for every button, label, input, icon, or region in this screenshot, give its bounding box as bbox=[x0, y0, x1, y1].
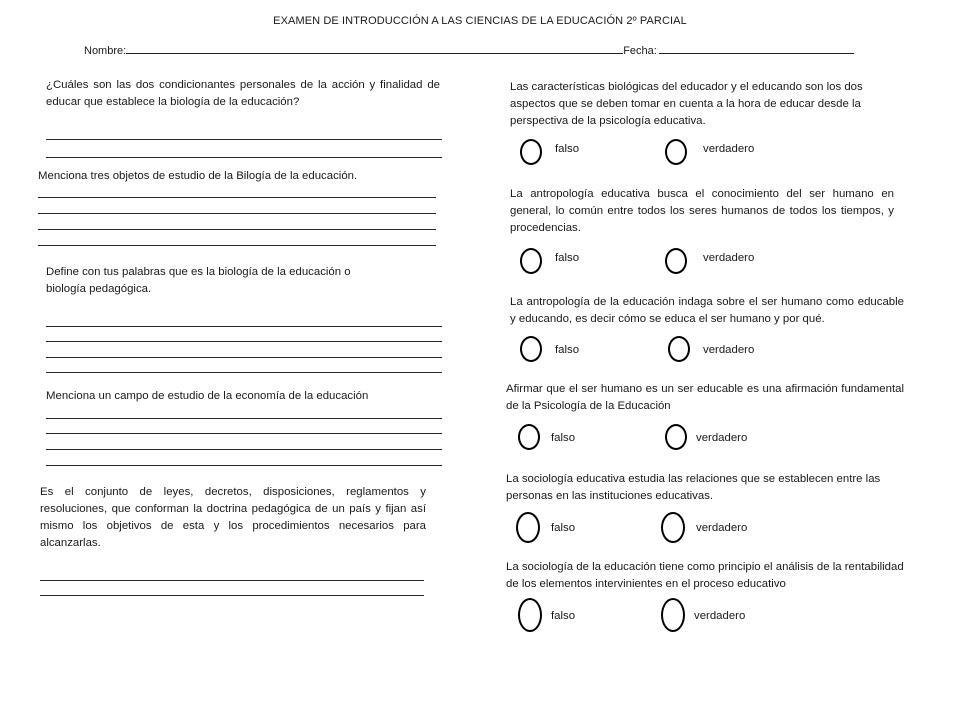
tf-statement-6: La sociología de la educación tiene como principio el análisis de la rentabilidad de los elementos intervinientes en el proceso educativo bbox=[506, 561, 904, 590]
false-label-4: falso bbox=[551, 432, 576, 444]
true-radio-2[interactable] bbox=[665, 248, 687, 274]
false-label-2: falso bbox=[555, 252, 580, 264]
open-question-3: Define con tus palabras que es la biología de la educación o biología pedagógica. bbox=[46, 266, 351, 295]
name-field[interactable] bbox=[126, 43, 623, 54]
true-label-5: verdadero bbox=[696, 522, 748, 534]
date-label: Fecha: bbox=[623, 45, 657, 57]
false-radio-2[interactable] bbox=[520, 248, 542, 274]
true-label-1: verdadero bbox=[703, 143, 755, 155]
false-label-3: falso bbox=[555, 344, 580, 356]
name-label: Nombre: bbox=[84, 45, 127, 57]
true-label-6: verdadero bbox=[694, 610, 746, 622]
tf-statement-3: La antropología de la educación indaga sobre el ser humano como educable y educando, es decir cómo se educa el ser humano y por qué. bbox=[510, 296, 904, 325]
false-radio-4[interactable] bbox=[518, 424, 540, 450]
answer-line[interactable] bbox=[46, 139, 442, 140]
answer-line[interactable] bbox=[38, 197, 436, 198]
open-question-2: Menciona tres objetos de estudio de la Bilogía de la educación. bbox=[38, 170, 358, 182]
tf-statement-4: Afirmar que el ser humano es un ser educable es una afirmación fundamental de la Psicología de la Educación bbox=[506, 383, 904, 412]
open-question-4: Menciona un campo de estudio de la economía de la educación bbox=[46, 390, 369, 402]
exam-title: EXAMEN DE INTRODUCCIÓN A LAS CIENCIAS DE LA EDUCACIÓN 2º PARCIAL bbox=[273, 15, 687, 27]
answer-line[interactable] bbox=[46, 341, 442, 342]
true-label-4: verdadero bbox=[696, 432, 748, 444]
false-radio-1[interactable] bbox=[520, 139, 542, 165]
false-radio-6[interactable] bbox=[518, 598, 542, 632]
true-label-2: verdadero bbox=[703, 252, 755, 264]
answer-line[interactable] bbox=[46, 357, 442, 358]
answer-line[interactable] bbox=[38, 245, 436, 246]
answer-line[interactable] bbox=[46, 157, 442, 158]
false-label-5: falso bbox=[551, 522, 576, 534]
false-label-6: falso bbox=[551, 610, 576, 622]
open-question-5: Es el conjunto de leyes, decretos, disposiciones, reglamentos y resoluciones, que conforman la doctrina pedagógica de un país y fijan así mismo los objetivos de esta y los procedimientos necesarios para alcanzarlas. bbox=[40, 486, 426, 549]
true-radio-5[interactable] bbox=[661, 512, 685, 543]
true-radio-1[interactable] bbox=[665, 139, 687, 165]
answer-line[interactable] bbox=[38, 229, 436, 230]
open-question-1: ¿Cuáles son las dos condicionantes personales de la acción y finalidad de educar que establece la biología de la educación? bbox=[46, 79, 440, 108]
false-radio-3[interactable] bbox=[520, 336, 542, 362]
answer-line[interactable] bbox=[46, 449, 442, 450]
answer-line[interactable] bbox=[38, 213, 436, 214]
tf-statement-2: La antropología educativa busca el conocimiento del ser humano en general, lo común entre todos los seres humanos de todos los tiempos, y procedencias. bbox=[510, 188, 894, 234]
header-fields bbox=[84, 43, 874, 60]
answer-line[interactable] bbox=[40, 580, 424, 581]
answer-line[interactable] bbox=[46, 326, 442, 327]
tf-statement-1: Las características biológicas del educador y el educando son los dos aspectos que se deben tomar en cuenta a la hora de educar desde la perspectiva de la psicología educativa. bbox=[510, 81, 863, 127]
true-radio-4[interactable] bbox=[665, 424, 687, 450]
answer-line[interactable] bbox=[46, 433, 442, 434]
answer-line[interactable] bbox=[46, 372, 442, 373]
answer-line[interactable] bbox=[46, 465, 442, 466]
date-field[interactable] bbox=[659, 43, 854, 54]
false-label-1: falso bbox=[555, 143, 580, 155]
tf-statement-5: La sociología educativa estudia las relaciones que se establecen entre las personas en las instituciones educativas. bbox=[506, 473, 881, 502]
false-radio-5[interactable] bbox=[516, 512, 540, 543]
answer-line[interactable] bbox=[46, 418, 442, 419]
true-label-3: verdadero bbox=[703, 344, 755, 356]
true-radio-6[interactable] bbox=[661, 598, 685, 632]
answer-line[interactable] bbox=[40, 595, 424, 596]
true-radio-3[interactable] bbox=[668, 336, 690, 362]
